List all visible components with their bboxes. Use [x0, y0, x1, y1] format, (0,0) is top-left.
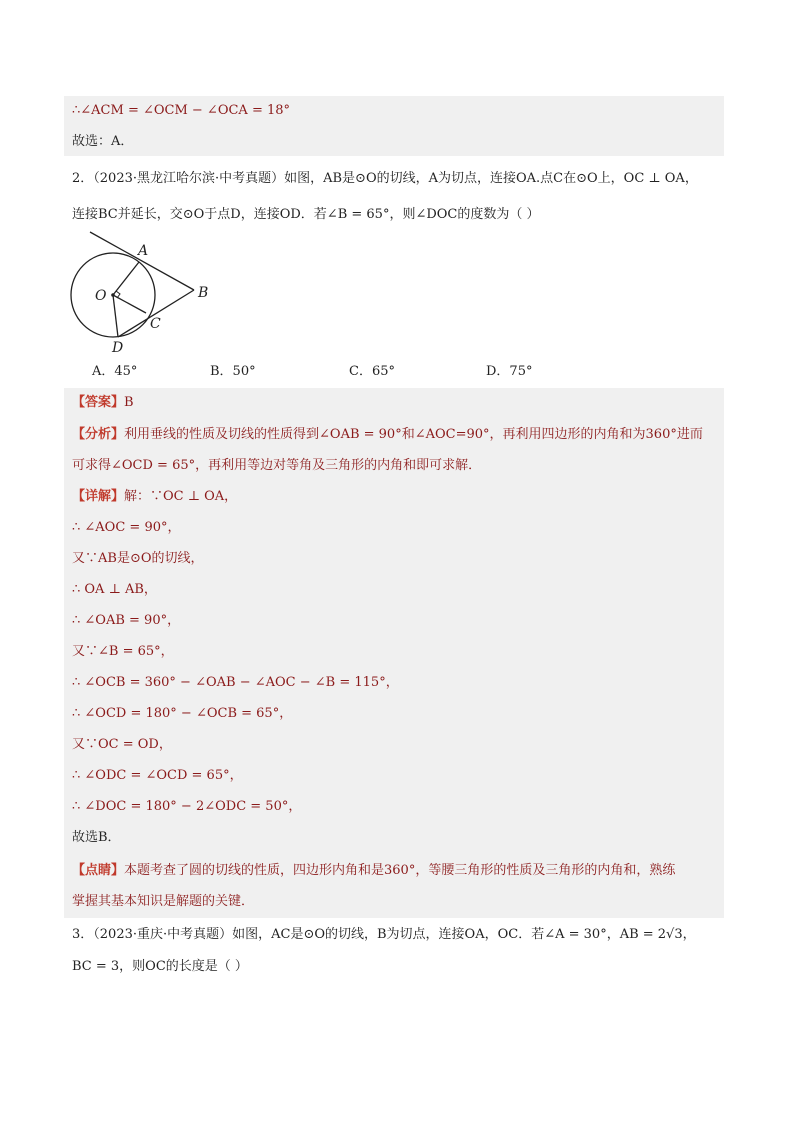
q2-answer-row	[72, 392, 134, 414]
q2-detail-row-3: ∴ OA ⊥ AB，	[72, 582, 157, 597]
q2-detail-row-11: 故选B．	[72, 830, 121, 845]
detail-tag: 【详解】	[72, 489, 125, 504]
q2-detail-row-2: 又∵AB是⊙O的切线，	[72, 551, 204, 566]
q2-option-b: B．50°	[210, 364, 256, 379]
q2-detail-row-0	[72, 486, 237, 508]
q2-detail-row-9: ∴ ∠ODC = ∠OCD = 65°，	[72, 768, 243, 783]
q2-geometry-figure	[60, 228, 230, 358]
label-a: A	[138, 243, 149, 259]
q2-detail-row-4: ∴ ∠OAB = 90°，	[72, 613, 181, 628]
q2-option-d: D．75°	[486, 364, 533, 379]
q2-detail-row-1: ∴ ∠AOC = 90°，	[72, 520, 181, 535]
answer-tag: 【答案】	[72, 395, 125, 410]
q2-detail-row-10: ∴ ∠DOC = 180° − 2∠ODC = 50°，	[72, 799, 302, 814]
analysis-text-1: 利用垂线的性质及切线的性质得到∠OAB = 90°和∠AOC=90°，再利用四边形的内角和为360°进而	[124, 427, 703, 442]
comment-text-1: 本题考查了圆的切线的性质，四边形内角和是360°，等腰三角形的性质及三角形的内角和，熟练	[124, 863, 676, 878]
q2-detail-row-8: 又∵OC = OD，	[72, 737, 172, 752]
answer-value: B	[124, 395, 134, 410]
q3-stem-line-1: 3．（2023·重庆·中考真题）如图，AC是⊙O的切线，B为切点，连接OA，OC．若∠A = 30°，AB = 2√3，	[72, 927, 696, 942]
segment-oa	[113, 262, 139, 295]
center-dot	[111, 293, 115, 297]
q3-stem-line-2: BC = 3，则OC的长度是（ ）	[72, 959, 248, 974]
prev-solution-line-2: 故选：A．	[72, 134, 134, 149]
analysis-tag: 【分析】	[72, 427, 125, 442]
q2-comment-row-1	[72, 860, 675, 882]
q2-detail-row-5: 又∵∠B = 65°，	[72, 644, 174, 659]
q2-comment-row-2: 掌握其基本知识是解题的关键．	[72, 894, 255, 909]
q2-detail-row-7: ∴ ∠OCD = 180° − ∠OCB = 65°，	[72, 706, 293, 721]
prev-solution-line-1: ∴∠ACM = ∠OCM − ∠OCA = 18°	[72, 103, 291, 118]
label-b: B	[198, 285, 209, 301]
q2-option-c: C．65°	[349, 364, 395, 379]
label-o: O	[95, 288, 107, 304]
segment-od	[113, 295, 118, 337]
q2-analysis-row-2: 可求得∠OCD = 65°，再利用等边对等角及三角形的内角和即可求解．	[72, 458, 482, 473]
q2-stem-line-2: 连接BC并延长，交⊙O于点D，连接OD．若∠B = 65°，则∠DOC的度数为（ ）	[72, 207, 540, 222]
q2-analysis-row-1	[72, 424, 703, 446]
label-c: C	[150, 316, 161, 332]
detail-text-0: 解：∵OC ⊥ OA，	[124, 489, 238, 504]
q2-option-a: A．45°	[92, 364, 138, 379]
comment-tag: 【点睛】	[72, 863, 125, 878]
segment-oc	[113, 295, 146, 313]
tangent-ab	[90, 232, 194, 290]
q2-stem-line-1: 2．（2023·黑龙江哈尔滨·中考真题）如图，AB是⊙O的切线，A为切点，连接OA.点C在⊙O上，OC ⊥ OA，	[72, 171, 698, 186]
label-d: D	[112, 340, 124, 356]
q2-detail-row-6: ∴ ∠OCB = 360° − ∠OAB − ∠AOC − ∠B = 115°，	[72, 675, 399, 690]
